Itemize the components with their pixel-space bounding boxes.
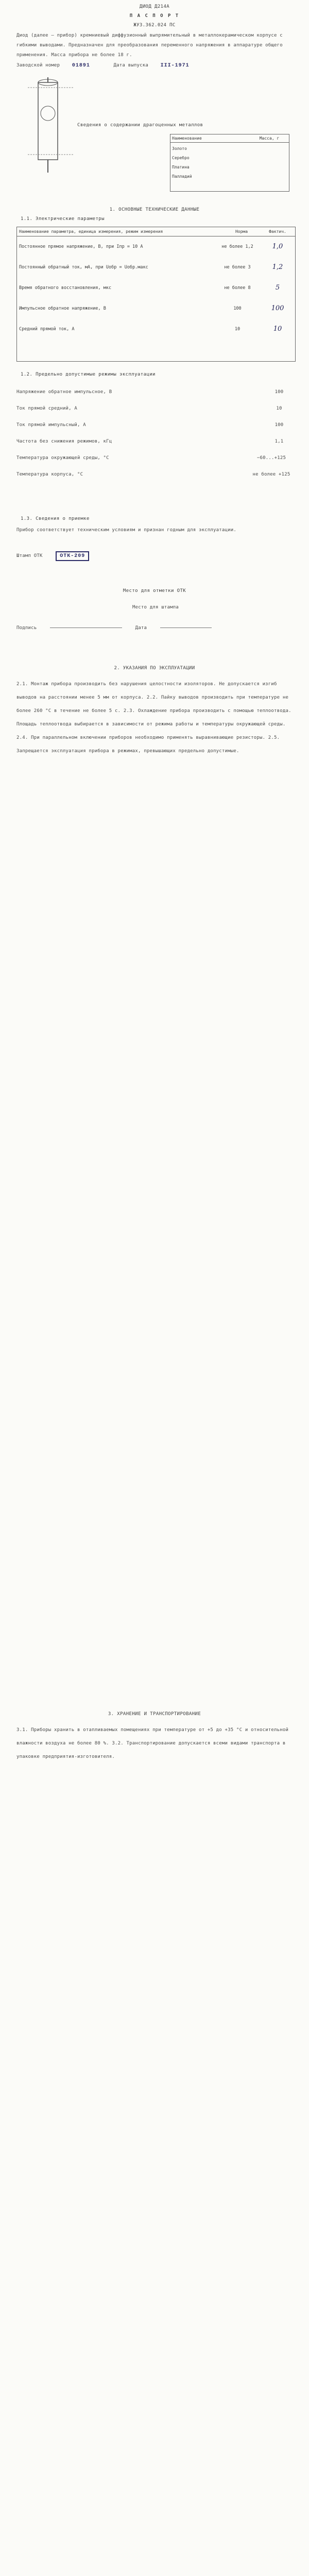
- limit-row: Напряжение обратное импульсное, В 100: [16, 389, 284, 395]
- metals-table: [170, 134, 289, 192]
- serial-row: [16, 61, 190, 71]
- otk-stamp: ОТК-209: [56, 551, 89, 561]
- serial-label: Заводской номер: [16, 63, 60, 68]
- acceptance-text: Прибор соответствует техническим условиям и признан годным для эксплуатации.: [16, 528, 237, 533]
- doc-title: П А С П О Р Т: [129, 13, 180, 19]
- param-row: Постоянный обратный ток, мА, при Uобр = Uобр.макс не более 3 1,2: [19, 263, 283, 271]
- metals-col2: Масса, г: [259, 136, 280, 141]
- param-row: Постоянное прямое напряжение, В, при Iпр = 10 А не более 1,2 1,0: [19, 243, 283, 250]
- intro-text: Диод (далее — прибор) кремниевый диффузионный выпрямительный в металлокерамическом корпусе с гибкими выводами. Предназначен для преобразования переменного напряжения в аппаратуре общего применения. Масса прибора не более 18 г.: [16, 33, 283, 58]
- param-row: Время обратного восстановления, мкс не более 8 5: [19, 284, 280, 292]
- doc-code: ЖУ3.362.024 ПС: [133, 23, 176, 28]
- section1-title: 1. ОСНОВНЫЕ ТЕХНИЧЕСКИЕ ДАННЫЕ: [109, 207, 200, 212]
- section2-title: 1.2. Предельно допустимые режимы эксплуатации: [21, 372, 156, 377]
- metals-row: Платина: [172, 165, 190, 170]
- section1-subtitle: 1.1. Электрические параметры: [21, 216, 105, 222]
- metals-row: Серебро: [172, 156, 190, 160]
- param-row: Средний прямой ток, А 10 10: [19, 325, 282, 333]
- limit-row: Температура окружающей среды, °С −60...+125: [16, 455, 286, 461]
- params-col-param: Наименование параметра, единица измерения, режим измерения: [19, 229, 163, 234]
- metals-title: Сведения о содержании драгоценных металлов: [77, 123, 203, 128]
- doc-line1: ДИОД Д214А: [139, 4, 170, 9]
- limit-row: Ток прямой импульсный, А 100: [16, 422, 284, 428]
- section3-title: 1.3. Сведения о приемке: [21, 516, 90, 521]
- metals-row: Золото: [172, 146, 187, 151]
- mark-sign-row: [16, 623, 295, 633]
- limit-row: Частота без снижения режимов, кГц 1,1: [16, 439, 284, 444]
- storage-title: 3. ХРАНЕНИЕ И ТРАНСПОРТИРОВАНИЕ: [108, 1711, 201, 1717]
- stamp-label: Штамп ОТК: [16, 553, 43, 558]
- signature-label: Подпись: [16, 625, 37, 631]
- diode-sketch: [18, 77, 79, 175]
- date-label-mark: Дата: [135, 625, 147, 631]
- metals-col1: Наименование: [172, 136, 202, 141]
- param-row: Импульсное обратное напряжение, В 100 100: [19, 304, 284, 312]
- mark-title: Место для отметки ОТК: [123, 588, 186, 594]
- metals-row: Палладий: [172, 174, 192, 179]
- params-col-norm: Норма: [235, 229, 248, 234]
- limit-row: Ток прямой средний, А 10: [16, 406, 282, 411]
- serial-value: 01891: [72, 63, 90, 69]
- stamp-row: [16, 551, 295, 561]
- manual-text: 2.1. Монтаж прибора производить без нарушения целостности изоляторов. Не допускается изгиб выводов на расстоянии менее 5 мм от корпуса. 2.2. Пайку выводов производить при температуре не более 260 °С в течение не более 5 с. 2.3. Охлаждение прибора производить с помощью теплоотвода. Площадь теплоотвода выбирается в зависимости от режима работы и температуры окружающей среды. 2.4. При параллельном включении приборов необходимо применять выравнивающие резисторы. 2.5. Запрещается эксплуатация прибора в режимах, превышающих предельно допустимые.: [16, 682, 291, 754]
- manual-title: 2. УКАЗАНИЯ ПО ЭКСПЛУАТАЦИИ: [114, 666, 195, 671]
- params-col-fact: Фактич.: [269, 229, 286, 234]
- date-label: Дата выпуска: [113, 63, 148, 68]
- limit-row: Температура корпуса, °С не более +125: [16, 472, 290, 477]
- mark-place: Место для штампа: [132, 605, 179, 610]
- date-value: III-1971: [160, 63, 190, 69]
- limits-list: [16, 384, 295, 483]
- params-table: [16, 227, 296, 362]
- storage-text: 3.1. Приборы хранить в отапливаемых помещениях при температуре от +5 до +35 °С и относительной влажности воздуха не более 80 %. 3.2. Транспортирование допускается всеми видами транспорта в упаковке предприятия-изготовителя.: [16, 1727, 289, 1759]
